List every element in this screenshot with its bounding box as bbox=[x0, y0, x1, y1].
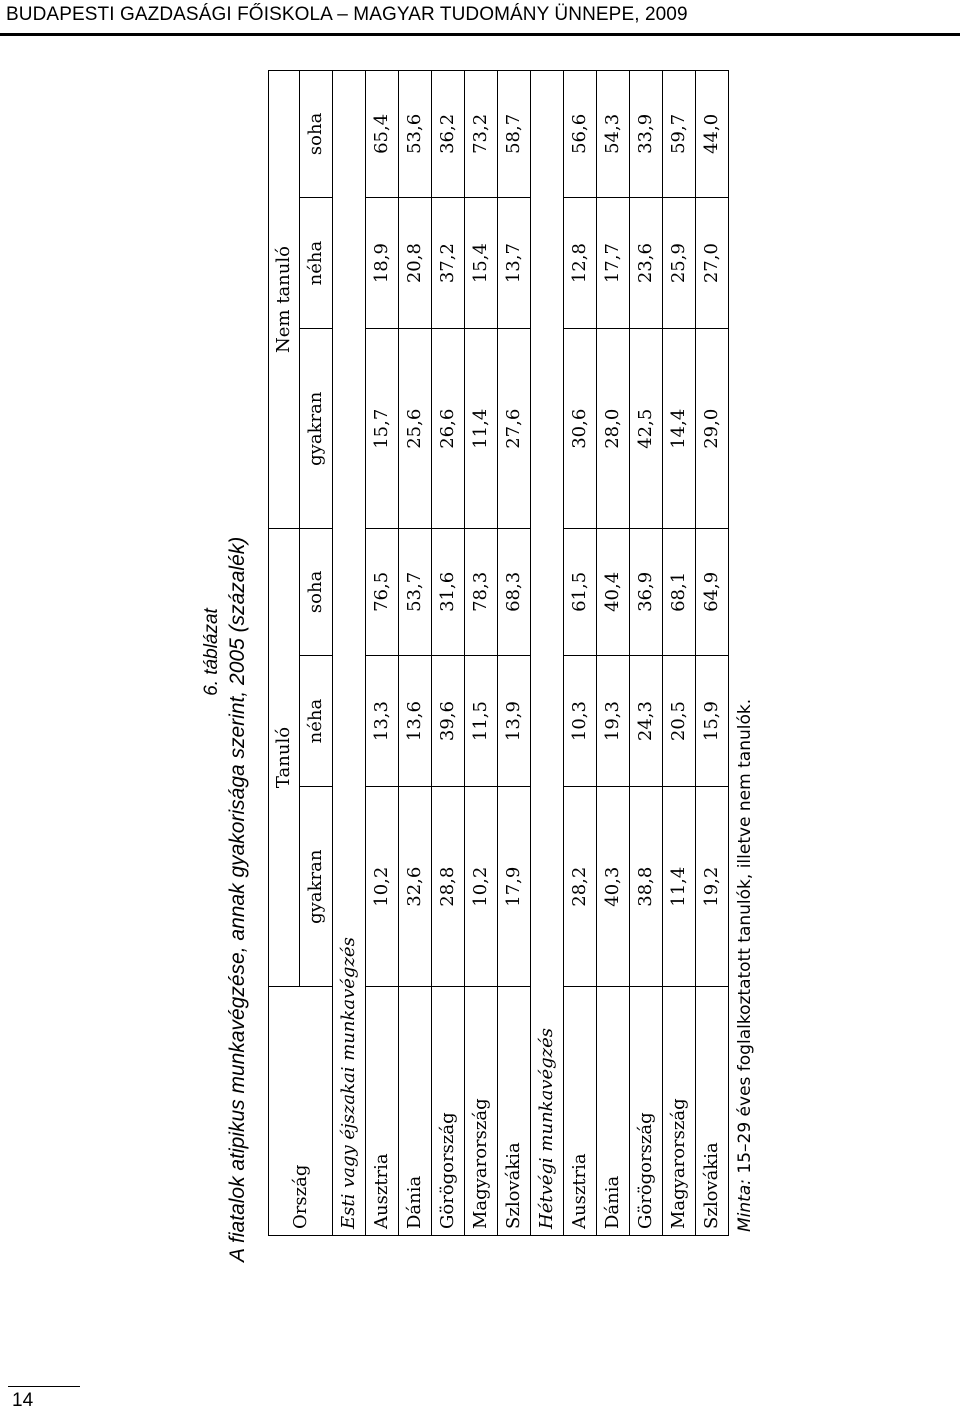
running-header: BUDAPESTI GAZDASÁGI FŐISKOLA – MAGYAR TUDOMÁNY ÜNNEPE, 2009 bbox=[6, 4, 688, 25]
value-cell: 15,9 bbox=[696, 655, 729, 787]
table-row bbox=[597, 71, 630, 1236]
value-cell: 20,5 bbox=[663, 655, 696, 787]
value-cell: 23,6 bbox=[630, 197, 663, 329]
value-cell: 56,6 bbox=[564, 71, 597, 198]
value-cell: 25,9 bbox=[663, 197, 696, 329]
value-cell: 29,0 bbox=[696, 329, 729, 529]
country-cell: Görögország bbox=[630, 987, 663, 1236]
value-cell: 40,3 bbox=[597, 787, 630, 987]
value-cell: 13,9 bbox=[498, 655, 531, 787]
table-row bbox=[498, 71, 531, 1236]
value-cell: 78,3 bbox=[465, 529, 498, 656]
value-cell: 40,4 bbox=[597, 529, 630, 656]
value-cell: 24,3 bbox=[630, 655, 663, 787]
country-column-header: Ország bbox=[269, 987, 333, 1236]
value-cell: 54,3 bbox=[597, 71, 630, 198]
value-cell: 30,6 bbox=[564, 329, 597, 529]
value-cell: 58,7 bbox=[498, 71, 531, 198]
table-body bbox=[333, 71, 729, 1236]
table-row bbox=[663, 71, 696, 1236]
value-cell: 19,3 bbox=[597, 655, 630, 787]
value-cell: 28,8 bbox=[432, 787, 465, 987]
page-number: 14 bbox=[12, 1390, 34, 1411]
value-cell: 64,9 bbox=[696, 529, 729, 656]
value-cell: 31,6 bbox=[432, 529, 465, 656]
value-cell: 68,1 bbox=[663, 529, 696, 656]
value-cell: 27,6 bbox=[498, 329, 531, 529]
value-cell: 33,9 bbox=[630, 71, 663, 198]
value-cell: 61,5 bbox=[564, 529, 597, 656]
section-title: Hétvégi munkavégzés bbox=[531, 71, 564, 1236]
sub-header: néha bbox=[300, 655, 333, 787]
table-title: A fiatalok atipikus munkavégzése, annak gyakorisága szerint, 2005 (százalék) bbox=[226, 536, 249, 1262]
value-cell: 12,8 bbox=[564, 197, 597, 329]
table-row bbox=[465, 71, 498, 1236]
value-cell: 65,4 bbox=[366, 71, 399, 198]
value-cell: 26,6 bbox=[432, 329, 465, 529]
value-cell: 10,2 bbox=[366, 787, 399, 987]
table-row bbox=[432, 71, 465, 1236]
country-cell: Dánia bbox=[399, 987, 432, 1236]
value-cell: 27,0 bbox=[696, 197, 729, 329]
value-cell: 68,3 bbox=[498, 529, 531, 656]
footnote-text: 15–29 éves foglalkoztatott tanulók, illetve nem tanulók. bbox=[735, 698, 755, 1180]
country-cell: Szlovákia bbox=[696, 987, 729, 1236]
value-cell: 44,0 bbox=[696, 71, 729, 198]
value-cell: 13,3 bbox=[366, 655, 399, 787]
group-header-nem-tanulo: Nem tanuló bbox=[269, 71, 300, 529]
value-cell: 10,3 bbox=[564, 655, 597, 787]
rotated-table-block bbox=[200, 82, 755, 1262]
value-cell: 11,4 bbox=[465, 329, 498, 529]
value-cell: 15,4 bbox=[465, 197, 498, 329]
country-cell: Ausztria bbox=[366, 987, 399, 1236]
country-cell: Magyarország bbox=[465, 987, 498, 1236]
value-cell: 39,6 bbox=[432, 655, 465, 787]
value-cell: 37,2 bbox=[432, 197, 465, 329]
value-cell: 53,6 bbox=[399, 71, 432, 198]
sub-header: gyakran bbox=[300, 787, 333, 987]
value-cell: 73,2 bbox=[465, 71, 498, 198]
value-cell: 10,2 bbox=[465, 787, 498, 987]
header-divider bbox=[0, 33, 960, 36]
data-table bbox=[268, 70, 729, 1236]
sub-header: soha bbox=[300, 529, 333, 656]
value-cell: 28,2 bbox=[564, 787, 597, 987]
value-cell: 13,7 bbox=[498, 197, 531, 329]
section-title: Esti vagy éjszakai munkavégzés bbox=[333, 71, 366, 1236]
value-cell: 53,7 bbox=[399, 529, 432, 656]
country-cell: Görögország bbox=[432, 987, 465, 1236]
value-cell: 11,4 bbox=[663, 787, 696, 987]
value-cell: 32,6 bbox=[399, 787, 432, 987]
page-number-divider bbox=[8, 1386, 80, 1387]
country-cell: Ausztria bbox=[564, 987, 597, 1236]
table-footnote bbox=[735, 82, 755, 1232]
group-header-tanulo: Tanuló bbox=[269, 529, 300, 987]
value-cell: 20,8 bbox=[399, 197, 432, 329]
value-cell: 11,5 bbox=[465, 655, 498, 787]
table-row bbox=[366, 71, 399, 1236]
value-cell: 36,2 bbox=[432, 71, 465, 198]
value-cell: 17,9 bbox=[498, 787, 531, 987]
value-cell: 76,5 bbox=[366, 529, 399, 656]
country-cell: Dánia bbox=[597, 987, 630, 1236]
table-row bbox=[564, 71, 597, 1236]
sub-header: soha bbox=[300, 71, 333, 198]
section-row bbox=[333, 71, 366, 1236]
table-row bbox=[399, 71, 432, 1236]
value-cell: 36,9 bbox=[630, 529, 663, 656]
country-cell: Magyarország bbox=[663, 987, 696, 1236]
sub-header: néha bbox=[300, 197, 333, 329]
value-cell: 13,6 bbox=[399, 655, 432, 787]
value-cell: 14,4 bbox=[663, 329, 696, 529]
footnote-lead: Minta: bbox=[735, 1179, 755, 1232]
value-cell: 19,2 bbox=[696, 787, 729, 987]
section-row bbox=[531, 71, 564, 1236]
value-cell: 59,7 bbox=[663, 71, 696, 198]
value-cell: 28,0 bbox=[597, 329, 630, 529]
value-cell: 38,8 bbox=[630, 787, 663, 987]
value-cell: 42,5 bbox=[630, 329, 663, 529]
table-row bbox=[630, 71, 663, 1236]
value-cell: 15,7 bbox=[366, 329, 399, 529]
table-number: 6. táblázat bbox=[201, 608, 222, 696]
table-row bbox=[696, 71, 729, 1236]
value-cell: 17,7 bbox=[597, 197, 630, 329]
value-cell: 25,6 bbox=[399, 329, 432, 529]
value-cell: 18,9 bbox=[366, 197, 399, 329]
country-cell: Szlovákia bbox=[498, 987, 531, 1236]
sub-header: gyakran bbox=[300, 329, 333, 529]
